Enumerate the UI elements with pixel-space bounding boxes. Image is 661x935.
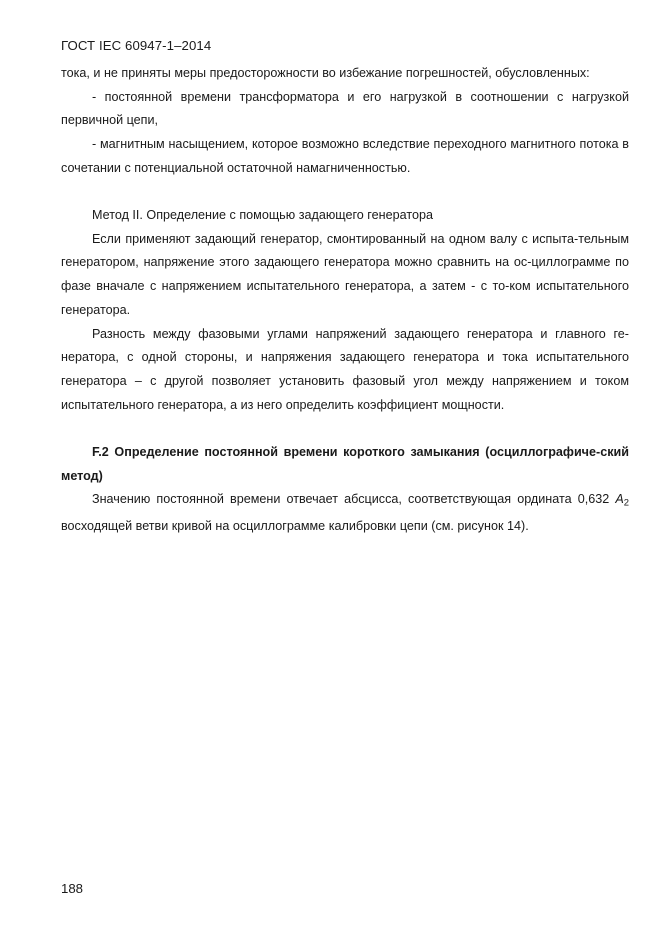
paragraph-time-constant-end: восходящей ветви кривой на осциллограмме калибровки цепи (см. рисунок 14). — [61, 519, 529, 534]
variable-a: A — [615, 492, 624, 507]
spacer — [61, 417, 629, 441]
paragraph-continuation: тока, и не приняты меры предосторожности во избежание погрешностей, обусловленных: — [61, 66, 590, 80]
page-number: 188 — [61, 881, 84, 896]
paragraph-master-generator: Если применяют задающий генератор, смонтированный на одном валу с испыта-тельным генератором, напряжение этого задающего генератора можно сравнить на ос-циллограмме по фазе вначале с напряжением испытательного генератора, а затем - с то-ком испытательного генератора. — [61, 231, 629, 317]
paragraph-time-constant — [61, 488, 629, 539]
spacer — [61, 181, 629, 205]
document-body — [61, 62, 629, 539]
document-header: ГОСТ IEC 60947-1–2014 — [61, 38, 212, 53]
paragraph-phase-difference: Разность между фазовыми углами напряжений задающего генератора и главного ге-нератора, с одной стороны, и напряжения задающего генератора и тока испытательного генератора – с другой позволяет установить фазовый угол между напряжением и током испытательного генератора, а из него определить коэффициент мощности. — [61, 326, 629, 412]
list-item-transformer: - постоянной времени трансформатора и его нагрузкой в соотношении с нагрузкой первичной цепи, — [61, 89, 629, 128]
section-title: F.2 Определение постоянной времени короткого замыкания (осциллографиче-ский метод) — [61, 444, 629, 483]
list-item-saturation: - магнитным насыщением, которое возможно вследствие переходного магнитного потока в сочетании с потенциальной остаточной намагниченностью. — [61, 137, 629, 175]
variable-subscript: 2 — [623, 497, 630, 509]
method-title: Метод II. Определение с помощью задающего генератора — [92, 208, 433, 223]
paragraph-time-constant-start: Значению постоянной времени отвечает абсцисса, соответствующая ордината 0,632 — [92, 492, 610, 507]
